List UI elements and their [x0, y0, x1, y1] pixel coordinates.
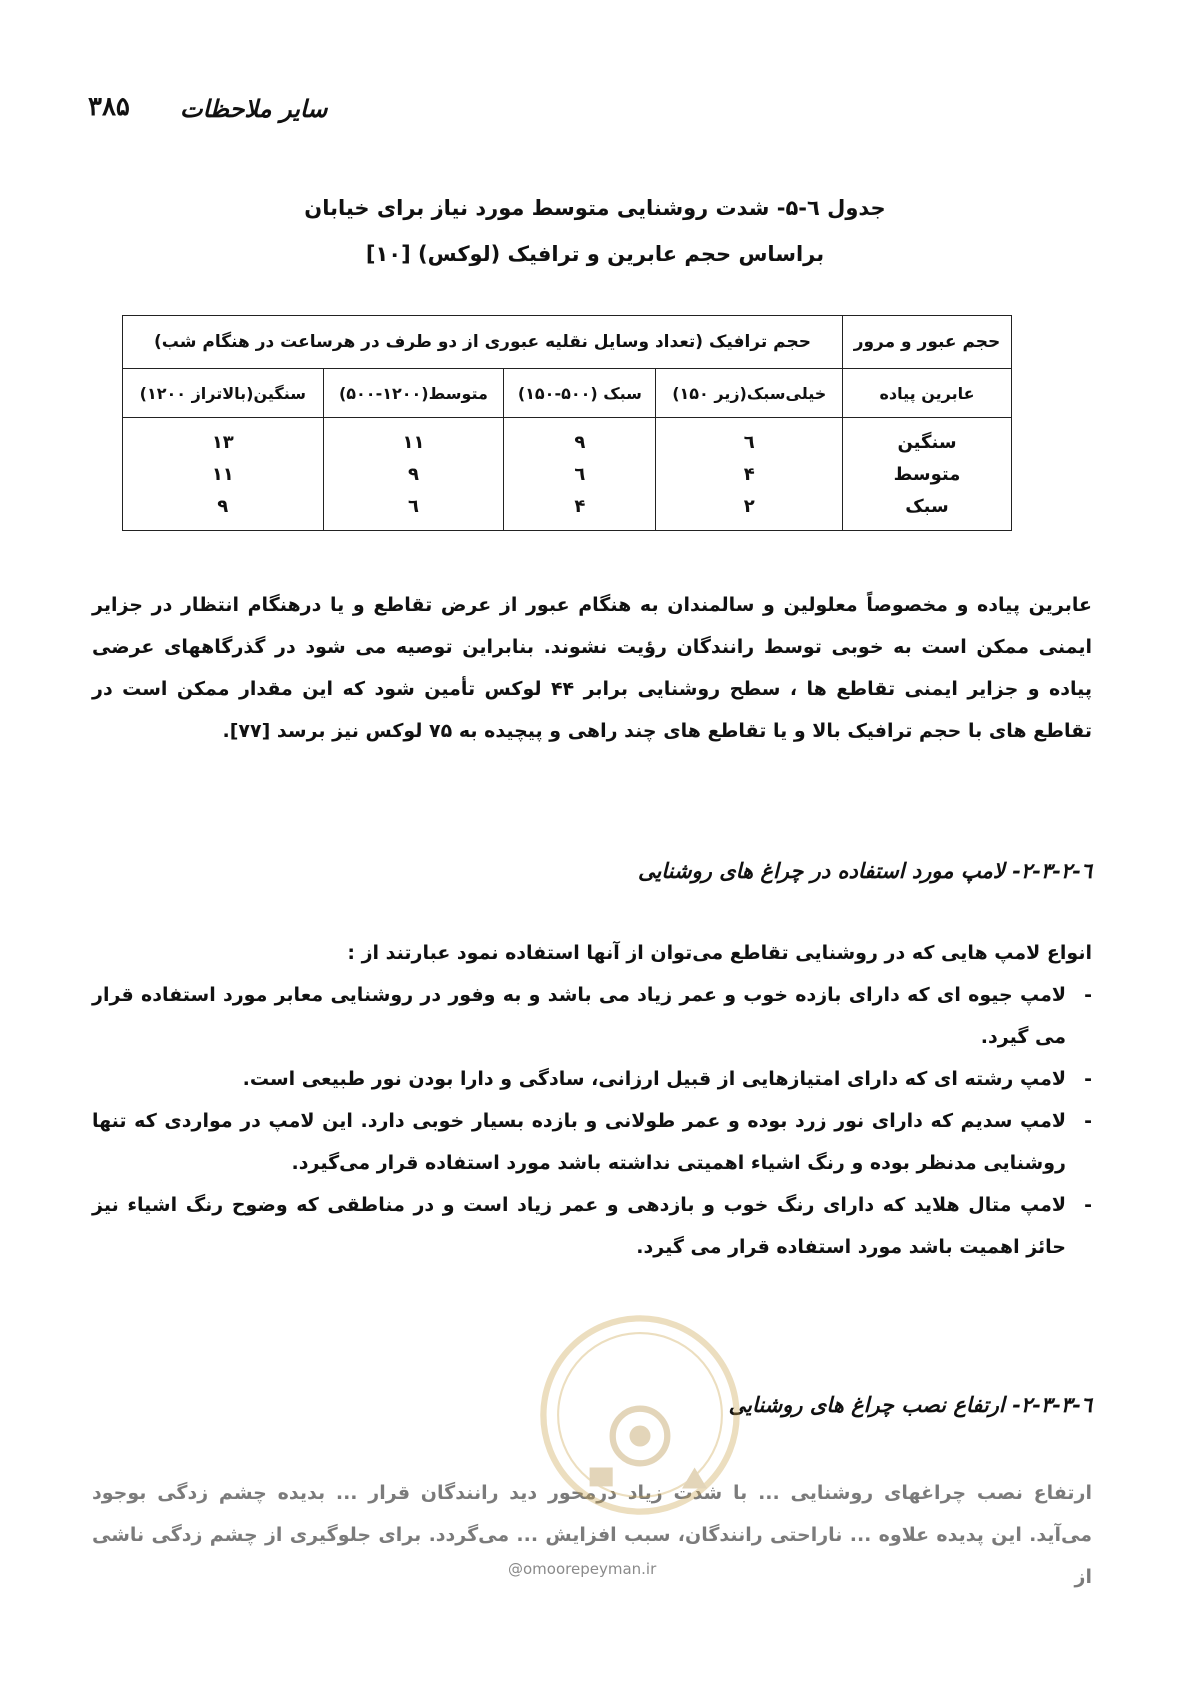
list-item	[92, 974, 1092, 1058]
bullet-text: لامپ سدیم که دارای نور زرد بوده و عمر طولانی و بازده بسیار خوبی دارد. این لامپ در مواردی که تنها روشنایی مدنظر بوده و رنگ اشیاء اهمیتی نداشته باشد مورد استفاده قرار می‌گیرد.	[92, 1110, 1066, 1174]
cell: ٦	[656, 418, 843, 459]
bullet-dash: -	[1084, 1194, 1092, 1216]
lamp-types-list	[92, 974, 1092, 1268]
lux-table	[122, 315, 1012, 531]
table-caption-line1: جدول ٦-۵- شدت روشنایی متوسط مورد نیاز برای خیابان	[304, 196, 886, 220]
cell: ۲	[656, 490, 843, 531]
table-caption-line2: براساس حجم عابرین و ترافیک (لوکس) [۱۰]	[365, 242, 825, 266]
running-header-title: سایر ملاحظات	[180, 94, 328, 123]
pedestrian-paragraph: عابرین پیاده و مخصوصاً معلولین و سالمندان به هنگام عبور از عرض تقاطع و یا درهنگام انتظار در جزایر ایمنی ممکن است به خوبی توسط رانندگان رؤیت نشوند. بنابراین توصیه می شود در گذرگاههای عرضی پیاده و جزایر ایمنی تقاطع ها ، سطح روشنایی برابر ۴۴ لوکس تأمین شود که این مقدار ممکن است در تقاطع های با حجم ترافیک بالا و یا تقاطع های چند راهی و پیچیده به ۷۵ لوکس نیز برسد [۷۷].	[92, 594, 1092, 742]
bullet-text: لامپ رشته ای که دارای امتیازهایی از قبیل ارزانی، سادگی و دارا بودن نور طبیعی است.	[242, 1068, 1066, 1090]
corner-header	[843, 316, 1012, 369]
col-header-medium: متوسط(۱۲۰۰-۵۰۰)	[323, 369, 504, 418]
cell: ۹	[323, 458, 504, 490]
watermark-logo-icon	[535, 1310, 745, 1520]
cell: ۹	[123, 490, 324, 531]
traffic-group-header: حجم ترافیک (تعداد وسایل نقلیه عبوری از دو طرف در هرساعت در هنگام شب)	[123, 316, 843, 369]
lamp-types-intro: انواع لامپ هایی که در روشنایی تقاطع می‌توان از آنها استفاده نمود عبارتند از :	[347, 942, 1092, 964]
col-header-very-light: خیلی‌سبک(زیر ۱۵۰)	[656, 369, 843, 418]
col-header-light: سبک (۵۰۰-۱۵۰)	[504, 369, 656, 418]
lamp-types-block	[92, 932, 1092, 1268]
bullet-text: لامپ جیوه ای که دارای بازده خوب و عمر زیاد می باشد و به وفور در روشنایی معابر مورد استفاده قرار می گیرد.	[92, 984, 1066, 1048]
bullet-dash: -	[1084, 1068, 1092, 1090]
table-row	[123, 490, 1012, 531]
list-item	[92, 1100, 1092, 1184]
row-label: سبک	[843, 490, 1012, 531]
corner-header-sub: عابرین پیاده	[843, 369, 1012, 418]
col-header-heavy: سنگین(بالاتراز ۱۲۰۰)	[123, 369, 324, 418]
cell: ٦	[504, 458, 656, 490]
mounting-height-paragraph: ارتفاع نصب چراغهای روشنایی ... با شدت زیاد درمحور دید رانندگان قرار ... بدیده چشم زدگی بوجود می‌آید. این پدیده علاوه ... ناراحتی رانندگان، سبب افزایش ... می‌گردد. برای جلوگیری از چشم زدگی ناشی از	[92, 1482, 1092, 1588]
list-item	[92, 1058, 1092, 1100]
cell: ۴	[656, 458, 843, 490]
cell: ۹	[504, 418, 656, 459]
cell: ۱۳	[123, 418, 324, 459]
table-row	[123, 418, 1012, 459]
cell: ٦	[323, 490, 504, 531]
section-heading-lamps: ٦-۲-۳-۲- لامپ مورد استفاده در چراغ های روشنایی	[637, 858, 1092, 883]
page-number: ۳۸۵	[88, 92, 130, 122]
cell: ۱۱	[123, 458, 324, 490]
corner-header-line1: حجم عبور و مرور	[853, 332, 1001, 352]
cell: ۱۱	[323, 418, 504, 459]
row-label: سنگین	[843, 418, 1012, 459]
cell: ۴	[504, 490, 656, 531]
row-label: متوسط	[843, 458, 1012, 490]
bullet-dash: -	[1084, 984, 1092, 1006]
bullet-dash: -	[1084, 1110, 1092, 1132]
watermark-url: @omoorepeyman.ir	[508, 1560, 657, 1578]
section-heading-mounting-height: ٦-۲-۳-۳- ارتفاع نصب چراغ های روشنایی	[728, 1392, 1092, 1417]
bullet-text: لامپ متال هلاید که دارای رنگ خوب و بازدهی و عمر زیاد است و در مناطقی که وضوح رنگ اشیاء نیز حائز اهمیت باشد مورد استفاده قرار می گیرد.	[92, 1194, 1066, 1258]
table-row	[123, 458, 1012, 490]
list-item	[92, 1184, 1092, 1268]
